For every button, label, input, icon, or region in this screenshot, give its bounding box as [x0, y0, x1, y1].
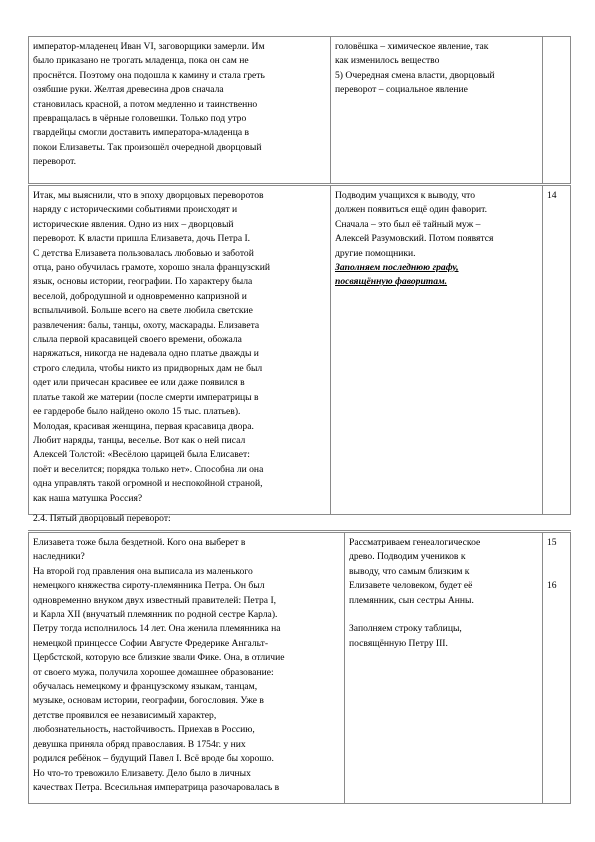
text-line: одновременно внуком двух известный правителей: Петра I, — [33, 594, 277, 606]
text-line: слыла первой красавицей своего времени, обожала — [33, 334, 242, 346]
table-row — [29, 185, 571, 515]
text-line: Рассматриваем генеалогическое — [349, 537, 481, 548]
text-line: и Карла XII (внучатый племянник по родной сестре Карла). — [33, 609, 278, 621]
text-line: было приказано не трогать младенца, пока он сам не — [33, 55, 249, 67]
text-line: исторические явления. Одно из них – дворцовый — [33, 218, 234, 230]
text-line: Елизавета тоже была бездетной. Кого она выберет в — [33, 537, 246, 548]
text-line: племянник, сын сестры Анны. — [349, 594, 474, 606]
text-line: качествах Петра. Всесильная императрица разочаровалась в — [33, 781, 280, 793]
text-line: переворот. К власти пришла Елизавета, дочь Петра I. — [33, 233, 251, 245]
text-line: вспыльчивой. Больше всего на свете любила светские — [33, 305, 253, 317]
notes-cell — [331, 37, 543, 185]
text-line: развлечения: балы, танцы, охоту, маскарады. Елизавета — [33, 319, 260, 331]
text-line: веселой, добродушной и одновременно капризной и — [33, 290, 247, 302]
slide-number-cell — [543, 37, 571, 185]
text-line: проснётся. Поэтому она подошла к камину и стала греть — [33, 69, 265, 81]
text-line: Подводим учащихся к выводу, что — [335, 190, 476, 201]
text-line: язык, основы истории, географии. По характеру была — [33, 276, 253, 288]
main-text-cell — [29, 532, 345, 804]
section-heading: 2.4. Пятый дворцовый переворот: — [33, 513, 171, 524]
notes-cell — [331, 185, 543, 515]
text-line: переворот – социальное явление — [335, 84, 468, 96]
slide-number-cell: 14 — [543, 185, 571, 515]
text-line: любознательность, настойчивость. Приехав в Россию, — [33, 724, 255, 736]
text-line: гвардейцы смогли доставить императора-младенца в — [33, 127, 250, 139]
text-line: платье такой же материи (после смерти императрицы в — [33, 391, 259, 403]
text-line: как наша матушка Россия? — [33, 492, 143, 504]
text-line: посвящённую Петру III. — [349, 637, 448, 649]
main-text-cell — [29, 37, 331, 185]
text-line: выводу, что самым близким к — [349, 565, 470, 577]
text-line: древо. Подводим учеников к — [349, 551, 466, 563]
lesson-table-bottom — [28, 530, 571, 804]
text-line: император-младенец Иван VI, заговорщики замерли. Им — [33, 41, 265, 52]
text-line: Любит наряды, танцы, веселье. Вот как о ней писал — [33, 434, 246, 446]
notes-cell — [345, 532, 543, 804]
slide-number: 16 — [547, 580, 557, 592]
text-line: наряжаться, никогда не надевала одно платье дважды и — [33, 348, 259, 360]
text-line: строго следила, чтобы никто из придворных дам не был — [33, 362, 263, 374]
text-line: Елизавете человеком, будет её — [349, 580, 473, 592]
text-line: должен появиться ещё один фаворит. — [335, 204, 487, 216]
table-row — [29, 37, 571, 185]
text-line: Заполняем строку таблицы, — [349, 623, 462, 635]
table-row — [29, 532, 571, 804]
text-line: родился ребёнок – будущий Павел I. Всё вроде бы хорошо. — [33, 753, 274, 765]
text-line: покои Елизаветы. Так произошёл очередной дворцовый — [33, 141, 262, 153]
text-line: 5) Очередная смена власти, дворцовый — [335, 69, 495, 81]
text-line: озябшие руки. Желтая древесина дров сначала — [33, 84, 224, 96]
lesson-table-top — [28, 36, 571, 515]
text-line: другие помощники. — [335, 247, 416, 259]
text-line: наследники? — [33, 551, 85, 563]
text-line: головёшка – химическое явление, так — [335, 41, 489, 52]
emphasis-line: посвящённую фаворитам. — [335, 276, 448, 288]
slide-number-cell — [543, 532, 571, 804]
text-line: как изменилось вещество — [335, 55, 440, 67]
text-line: одна управлять такой огромной и неспокойной страной, — [33, 478, 263, 490]
slide-number: 15 — [547, 537, 557, 548]
text-line: Молодая, красивая женщина, первая красавица двора. — [33, 420, 254, 432]
text-line: девушка приняла обряд православия. В 1754г. у них — [33, 738, 246, 750]
text-line: от своего мужа, получила хорошее домашнее образование: — [33, 666, 274, 678]
main-text-cell — [29, 185, 331, 515]
text-line: превращалась в чёрные головешки. Только под утро — [33, 113, 247, 125]
text-line: музыке, основам истории, географии, богословия. Уже в — [33, 695, 264, 707]
text-line: Но что-то тревожило Елизавету. Дело было в личных — [33, 767, 251, 779]
text-line: Петру тогда исполнилось 14 лет. Она женила племянника на — [33, 623, 281, 635]
emphasis-line: Заполняем последнюю графу, — [335, 262, 459, 274]
text-line: Цербстской, которую все близкие звали Фике. Она, в отличие — [33, 652, 285, 664]
text-line: Алексей Толстой: «Весёлою царицей была Елисавет: — [33, 449, 250, 461]
text-line: Алексей Разумовский. Потом появятся — [335, 233, 494, 245]
text-line: Итак, мы выяснили, что в эпоху дворцовых переворотов — [33, 190, 264, 201]
text-line: С детства Елизавета пользовалась любовью и заботой — [33, 247, 254, 259]
text-line: наряду с историческими событиями происходят и — [33, 204, 238, 216]
text-line: На второй год правления она выписала из маленького — [33, 565, 253, 577]
text-line — [349, 608, 538, 622]
text-line: одет или причесан красивее ее или даже появился в — [33, 377, 245, 389]
text-line: Сначала – это был её тайный муж – — [335, 218, 481, 230]
text-line: отца, рано обучилась грамоте, хорошо знала французский — [33, 262, 270, 274]
text-line: поёт и веселится; порядка только нет». Способна ли она — [33, 463, 264, 475]
text-line: немецкой принцессе Софии Августе Фредерике Ангальт- — [33, 637, 269, 649]
text-line: детстве проявился ее независимый характер, — [33, 709, 217, 721]
text-line: ее гардеробе было найдено около 15 тыс. платьев). — [33, 406, 241, 418]
text-line: обучалась немецкому и французскому языкам, танцам, — [33, 681, 258, 693]
text-line: немецкого княжества сироту-племянника Петра. Он был — [33, 580, 265, 592]
text-line: становилась красной, а потом медленно и таинственно — [33, 98, 258, 110]
text-line: переворот. — [33, 156, 77, 168]
